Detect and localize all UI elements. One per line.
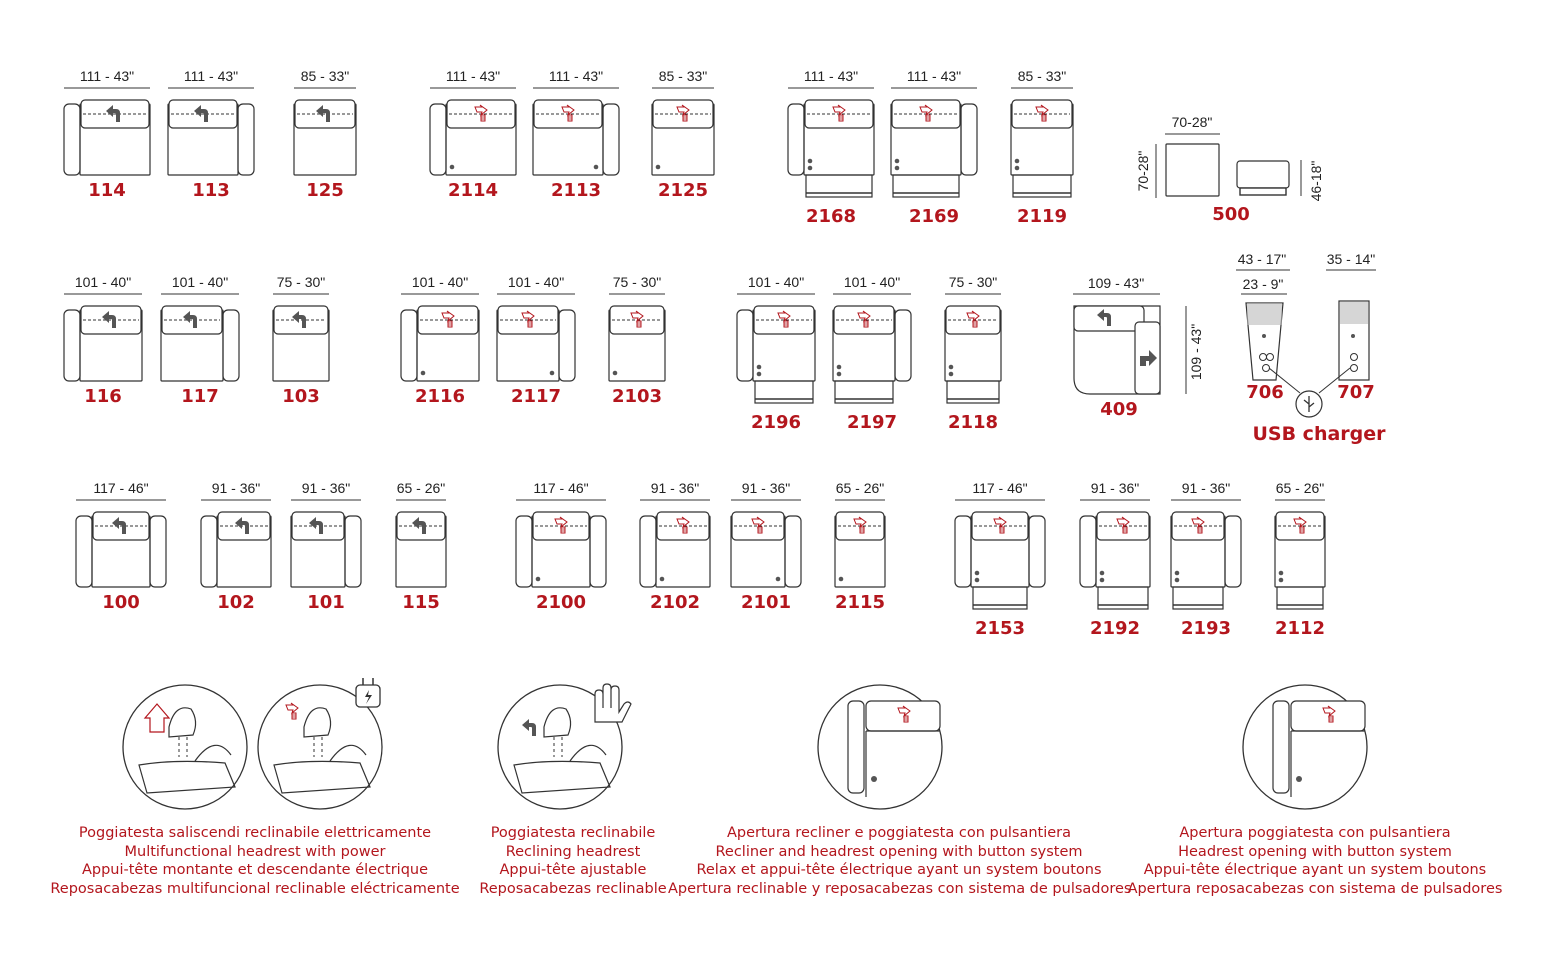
module-code: 115 [402,592,440,613]
module-code: 101 [307,592,345,613]
module-code: 116 [84,386,122,407]
caption-headrest-button-system [1124,824,1506,898]
usb-707-dim-top: 35 - 14" [1326,251,1376,267]
module-code: 103 [282,386,320,407]
module-dimension: 101 - 40" [507,274,565,290]
caption-reclining-headrest [463,824,683,898]
caption-line: Apertura recliner e poggiatesta con pulsantiera [726,825,1072,841]
module-dimension: 65 - 26" [1275,480,1325,496]
caption-line: Reposacabezas reclinable [479,880,667,897]
module-code: 125 [306,180,344,201]
module-dimension: 101 - 40" [747,274,805,290]
caption-line: Appui-tête montante et descendante électrique [81,862,429,878]
module-code: 114 [88,180,126,201]
module-code: 2193 [1180,618,1232,639]
module-dimension: 111 - 43" [445,68,501,84]
caption-line: Relax et appui-tête électrique ayant un system boutons [696,862,1102,878]
module-code: 2153 [974,618,1026,639]
module-dimension: 75 - 30" [948,274,998,290]
caption-line: Apertura reclinable y reposacabezas con sistema de pulsadores [668,880,1132,897]
caption-line: Poggiatesta reclinabile [490,825,656,841]
module-code: 2113 [550,180,602,201]
module-code: 2169 [908,206,960,227]
module-dimension: 101 - 40" [411,274,469,290]
module-code: 2115 [834,592,886,613]
pouf-code: 500 [1212,204,1250,225]
module-code: 100 [102,592,140,613]
module-code: 2100 [535,592,587,613]
module-dimension: 111 - 43" [79,68,135,84]
caption-line: Multifunctional headrest with power [124,843,386,860]
caption-recliner-button-system [668,824,1130,898]
module-dimension: 91 - 36" [1181,480,1231,496]
module-dimension: 65 - 26" [396,480,446,496]
caption-line: Recliner and headrest opening with button system [715,843,1083,860]
caption-line: Headrest opening with button system [1178,843,1452,860]
module-dimension: 91 - 36" [741,480,791,496]
module-code: 2125 [657,180,709,201]
module-code: 2197 [846,412,898,433]
caption-line: Appui-tête ajustable [499,862,647,878]
usb-706-dim-bottom: 23 - 9" [1242,276,1284,292]
module-dimension: 117 - 46" [93,480,149,496]
module-dimension: 85 - 33" [658,68,708,84]
module-code: 2103 [611,386,663,407]
usb-charger-title: USB charger [1252,423,1386,445]
module-dimension: 75 - 30" [612,274,662,290]
module-dimension: 75 - 30" [276,274,326,290]
caption-power-headrest [40,824,470,898]
caption-line: Apertura poggiatesta con pulsantiera [1179,825,1451,841]
module-dimension: 111 - 43" [183,68,239,84]
module-dimension: 91 - 36" [1090,480,1140,496]
pouf-width-label: 70-28" [1171,114,1213,130]
usb-707-code: 707 [1337,382,1375,403]
module-code: 2112 [1274,618,1326,639]
module-dimension: 101 - 40" [843,274,901,290]
module-dimension: 111 - 43" [803,68,859,84]
caption-line: Reposacabezas multifuncional reclinable eléctricamente [50,880,460,897]
module-code: 2117 [510,386,562,407]
module-dimension: 111 - 43" [548,68,604,84]
pouf-500 [1135,114,1324,225]
module-code: 2192 [1089,618,1141,639]
caption-line: Poggiatesta saliscendi reclinabile elettricamente [78,825,432,841]
module-code: 117 [181,386,219,407]
module-dimension: 85 - 33" [300,68,350,84]
module-dimension: 111 - 43" [906,68,962,84]
module-code: 2114 [447,180,499,201]
module-dimension: 91 - 36" [650,480,700,496]
pouf-depth-label: 70-28" [1135,150,1151,192]
module-code: 2119 [1016,206,1068,227]
corner-depth-label: 109 - 43" [1188,323,1204,381]
corner-width-label: 109 - 43" [1087,275,1145,291]
module-code: 2101 [740,592,792,613]
corner-code: 409 [1100,399,1138,420]
usb-706-code: 706 [1246,382,1284,403]
module-dimension: 85 - 33" [1017,68,1067,84]
module-dimension: 91 - 36" [211,480,261,496]
caption-line: Reclining headrest [505,843,641,860]
module-code: 2196 [750,412,802,433]
module-dimension: 101 - 40" [74,274,132,290]
module-code: 113 [192,180,230,201]
corner-409 [1088,275,1204,420]
module-dimension: 117 - 46" [533,480,589,496]
usb-706-dim-top: 43 - 17" [1237,251,1287,267]
module-dimension: 117 - 46" [972,480,1028,496]
module-code: 2116 [414,386,466,407]
pouf-height-label: 46-18" [1308,160,1324,202]
module-code: 102 [217,592,255,613]
module-dimension: 101 - 40" [171,274,229,290]
caption-line: Appui-tête électrique ayant un system boutons [1143,862,1487,878]
caption-line: Apertura reposacabezas con sistema de pulsadores [1127,880,1503,897]
module-dimension: 65 - 26" [835,480,885,496]
module-code: 2168 [805,206,857,227]
module-code: 2102 [649,592,701,613]
usb-charger [1238,251,1386,445]
module-dimension: 91 - 36" [301,480,351,496]
module-code: 2118 [947,412,999,433]
